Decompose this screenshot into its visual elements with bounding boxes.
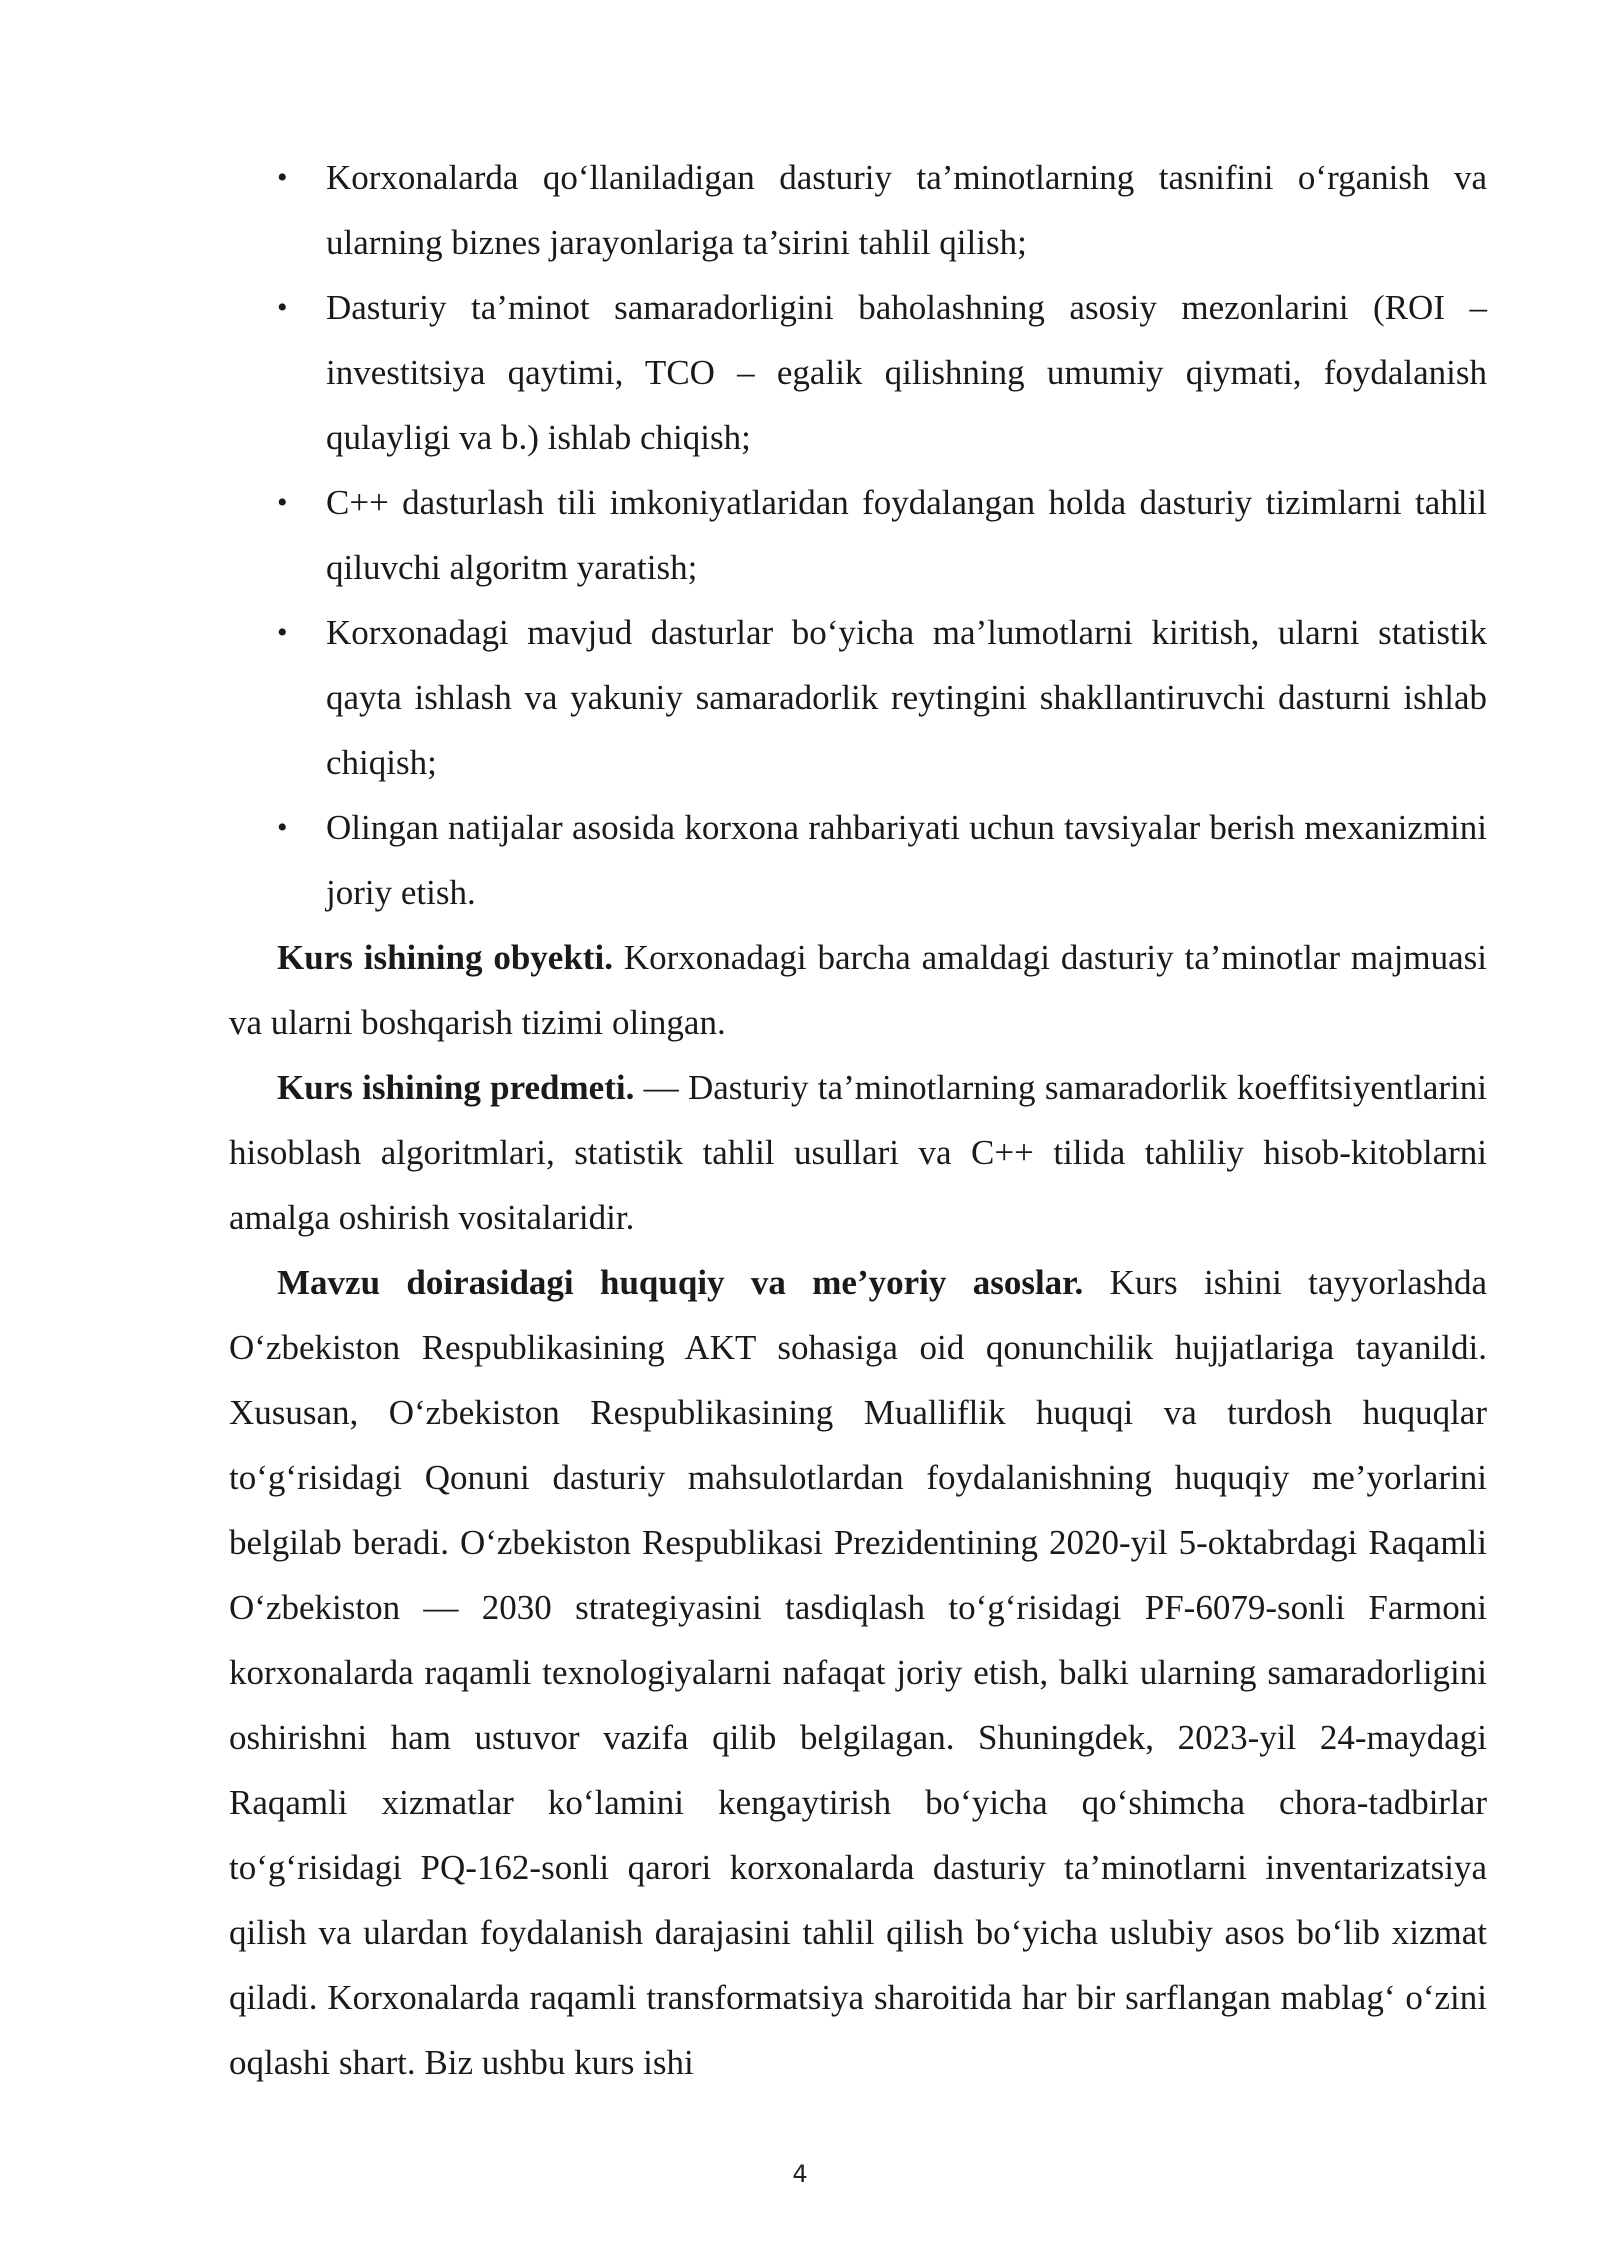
list-item-text: Korxonalarda qo‘llaniladigan dasturiy ta’minotlarning tasnifini o‘rganish va ularning biznes jarayonlariga ta’sirini tahlil qilish;: [326, 158, 1487, 262]
paragraph-body: Korxonadagi barcha amaldagi dasturiy ta’minotlar majmuasi va ularni boshqarish tizimi olingan.: [229, 938, 1487, 1042]
document-page: [229, 145, 1487, 2095]
list-item: [229, 145, 1487, 275]
bullet-icon: •: [277, 811, 288, 844]
paragraph-body: Kurs ishini tayyorlashda O‘zbekiston Respublikasining AKT sohasiga oid qonunchilik hujjatlariga tayanildi. Xususan, O‘zbekiston Respublikasining Mualliflik huquqi va turdosh huquqlar to‘g‘risidagi Qonuni dasturiy mahsulotlardan foydalanishning huquqiy me’yorlarini belgilab beradi. O‘zbekiston Respublikasi Prezidentining 2020-yil 5-oktabrdagi Raqamli O‘zbekiston — 2030 strategiyasini tasdiqlash to‘g‘risidagi PF-6079-sonli Farmoni korxonalarda raqamli texnologiyalarni nafaqat joriy etish, balki ularning samaradorligini oshirishni ham ustuvor vazifa qilib belgilagan. Shuningdek, 2023-yil 24-maydagi Raqamli xizmatlar ko‘lamini kengaytirish bo‘yicha qo‘shimcha chora-tadbirlar to‘g‘risidagi PQ-162-sonli qarori korxonalarda dasturiy ta’minotlarni inventarizatsiya qilish va ulardan foydalanish darajasini tahlil qilish bo‘yicha uslubiy asos bo‘lib xizmat qiladi. Korxonalarda raqamli transformatsiya sharoitida har bir sarflangan mablag‘ o‘zini oqlashi shart. Biz ushbu kurs ishi: [229, 1263, 1487, 2082]
list-item: [229, 795, 1487, 925]
paragraph-heading: Mavzu doirasidagi huquqiy va me’yoriy asoslar.: [277, 1263, 1084, 1302]
bullet-icon: •: [277, 616, 288, 649]
paragraph-heading: Kurs ishining obyekti.: [277, 938, 613, 977]
paragraph-legal-basis: [229, 1250, 1487, 2095]
objectives-list: [229, 145, 1487, 925]
list-item: [229, 275, 1487, 470]
paragraph-object: [229, 925, 1487, 1055]
paragraph-body: — Dasturiy ta’minotlarning samaradorlik koeffitsiyentlarini hisoblash algoritmlari, statistik tahlil usullari va C++ tilida tahliliy hisob-kitoblarni amalga oshirish vositalaridir.: [229, 1068, 1487, 1237]
list-item-text: C++ dasturlash tili imkoniyatlaridan foydalangan holda dasturiy tizimlarni tahlil qiluvchi algoritm yaratish;: [326, 483, 1487, 587]
list-item-text: Olingan natijalar asosida korxona rahbariyati uchun tavsiyalar berish mexanizmini joriy etish.: [326, 808, 1487, 912]
bullet-icon: •: [277, 486, 288, 519]
page-number: 4: [792, 2160, 808, 2188]
list-item: [229, 600, 1487, 795]
bullet-icon: •: [277, 161, 288, 194]
list-item: [229, 470, 1487, 600]
paragraph-heading: Kurs ishining predmeti.: [277, 1068, 635, 1107]
list-item-text: Dasturiy ta’minot samaradorligini baholashning asosiy mezonlarini (ROI – investitsiya qaytimi, TCO – egalik qilishning umumiy qiymati, foydalanish qulayligi va b.) ishlab chiqish;: [326, 288, 1487, 457]
list-item-text: Korxonadagi mavjud dasturlar bo‘yicha ma’lumotlarni kiritish, ularni statistik qayta ishlash va yakuniy samaradorlik reytingini shakllantiruvchi dasturni ishlab chiqish;: [326, 613, 1487, 782]
bullet-icon: •: [277, 291, 288, 324]
paragraph-subject: [229, 1055, 1487, 1250]
